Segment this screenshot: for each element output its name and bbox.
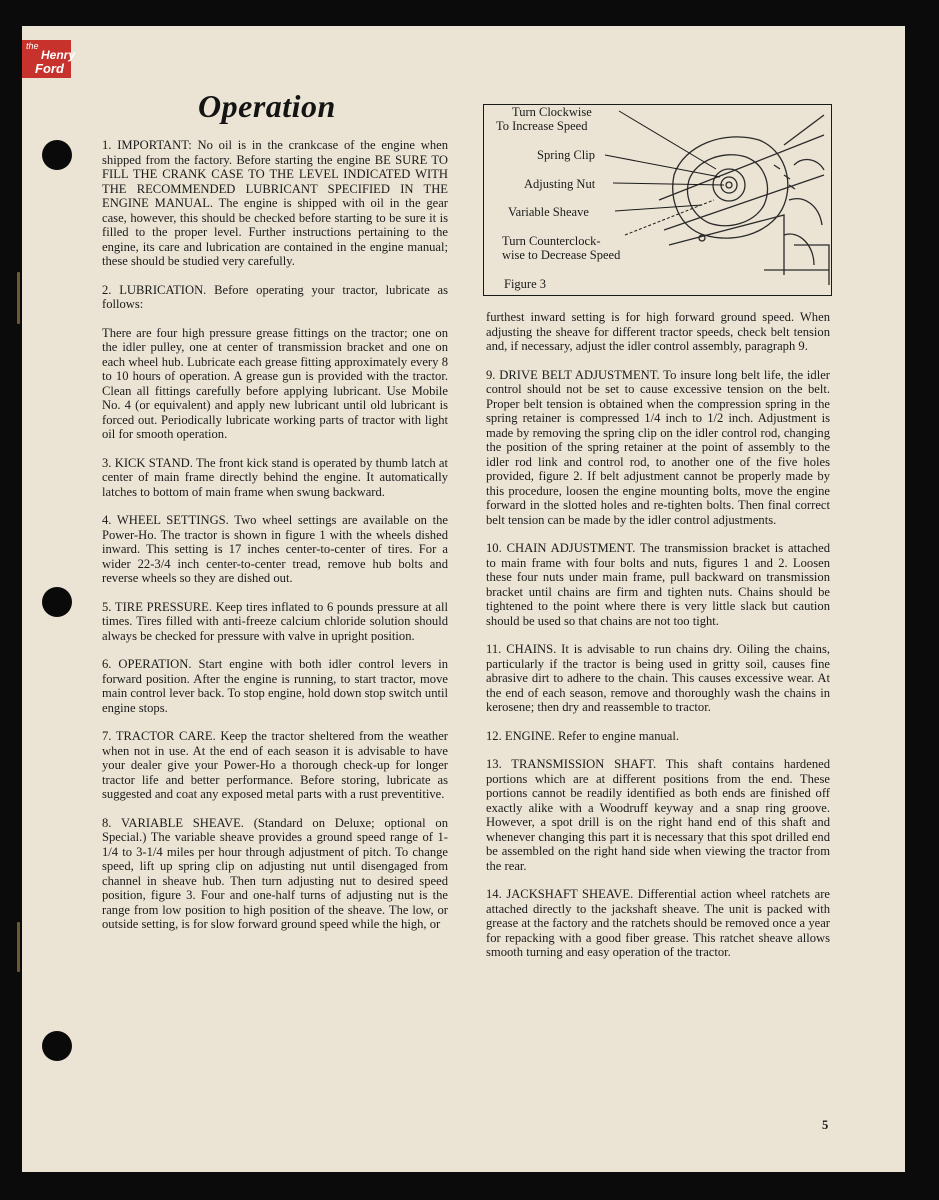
staple-mark-lower	[17, 922, 20, 972]
sheave-illustration	[484, 105, 831, 295]
label-decrease-speed: wise to Decrease Speed	[502, 248, 621, 262]
left-column	[102, 138, 448, 946]
binder-hole-bottom	[42, 1031, 72, 1061]
page-title: Operation	[198, 88, 336, 124]
paragraph-variable-sheave: 8. VARIABLE SHEAVE. (Standard on Deluxe; optional on Special.) The variable sheave provides a ground speed range of 1-1/4 to 3-1/4 miles per hour through adjustment of pitch. To change speed, lift up spring clip on adjusting nut until disengaged from channel in sheave hub. Then turn adjusting nut to desired speed position, figure 3. Four and one-half turns of adjusting nut is the range from low position to high position of the sheave. The low, or outside setting, is for slow forward ground speed while the high, or	[102, 815, 448, 931]
paragraph-jackshaft-sheave: 14. JACKSHAFT SHEAVE. Differential action wheel ratchets are attached directly to the jackshaft sheave. The unit is packed with grease at the factory and the ratchets should be removed once a year for repacking with a good fiber grease. This ratchet sheave allows smooth turning and easy operation of the tractor.	[486, 887, 830, 959]
page-number: 5	[822, 1118, 829, 1132]
paragraph-kick-stand: 3. KICK STAND. The front kick stand is operated by thumb latch at center of main frame directly behind the engine. It automatically latches to bottom of main frame when swung backward.	[102, 455, 448, 499]
paragraph-important: 1. IMPORTANT: No oil is in the crankcase of the engine when shipped from the factory. Before starting the engine BE SURE TO FILL THE CRANK CASE TO THE LEVEL INDICATED WITH THE RECOMMENDED LUBRICANT SPECIFIED IN THE ENGINE MANUAL. The engine is shipped with oil in the gear case, however, this should be checked before starting to be sure it is filled to the proper level. Further instructions pertaining to the engine, its care and lubrication are contained in the engine manual; these should be studied very carefully.	[102, 138, 448, 268]
paragraph-wheel-settings: 4. WHEEL SETTINGS. Two wheel settings are available on the Power-Ho. The tractor is shown in figure 1 with the wheels dished inward. This setting is 17 inches center-to-center of tires. For a wider 22-3/4 inch center-to-center tread, remove hub bolts and reverse wheels so they are dished out.	[102, 513, 448, 585]
paragraph-sheave-continued: furthest inward setting is for high forward ground speed. When adjusting the sheave for different tractor speeds, check belt tension and, if necessary, adjust the idler control assembly, paragraph 9.	[486, 310, 830, 353]
label-spring-clip: Spring Clip	[537, 148, 595, 162]
paragraph-grease-fittings: There are four high pressure grease fittings on the tractor; one on the idler pulley, one at center of transmission bracket and one on each wheel hub. Lubricate each grease fitting approximately every 8 to 10 hours of operation. A grease gun is provided with the tractor. Clean all fittings carefully before applying lubricant. Use Mobile No. 4 (or equivalent) and apply new lubricant until old lubricant is forced out. Periodically lubricate working parts of tractor with light oil for smooth operation.	[102, 325, 448, 441]
paragraph-transmission-shaft: 13. TRANSMISSION SHAFT. This shaft contains hardened portions which are at different positions from the end. These portions cannot be readily identified as both ends are finished off exactly alike with a Woodruff keyway and a snap ring groove. However, a spot drill is on the right hand end of this shaft and whenever changing this part it is necessary that this spot drilled end be assembled on the right hand side when viewing the tractor from the rear.	[486, 757, 830, 873]
paragraph-tractor-care: 7. TRACTOR CARE. Keep the tractor sheltered from the weather when not in use. At the end of each season it is advisable to have your dealer give your Power-Ho a thorough check-up for longer tractor life and better performance. Before storing, lubricate as suggested and coat any exposed metal parts with a rust preventitive.	[102, 729, 448, 801]
paragraph-engine: 12. ENGINE. Refer to engine manual.	[486, 728, 680, 743]
label-variable-sheave: Variable Sheave	[508, 205, 589, 219]
staple-mark-upper	[17, 272, 20, 324]
henry-ford-logo: the Henry Ford	[22, 40, 71, 78]
figure-3	[483, 104, 832, 296]
right-column	[486, 310, 830, 974]
paragraph-chain-adjustment: 10. CHAIN ADJUSTMENT. The transmission bracket is attached to main frame with four bolts and nuts, figures 1 and 2. Loosen these four nuts under main frame, pull backward on transmission bracket until chains are firm and tighten nuts. Chains should be tightened to the point where there is very little slack but caution should be used so that chains are not too tight.	[486, 541, 830, 628]
paragraph-lubrication: 2. LUBRICATION. Before operating your tractor, lubricate as follows:	[102, 282, 448, 311]
binder-hole-top	[42, 140, 72, 170]
label-turn-counterclockwise: Turn Counterclock-	[502, 234, 601, 248]
figure-caption: Figure 3	[504, 277, 547, 291]
paragraph-drive-belt: 9. DRIVE BELT ADJUSTMENT. To insure long belt life, the idler control should not be set to cause excessive tension on the belt. Proper belt tension is obtained when the compression spring in the spring retainer is compressed 1/4 inch to 1/2 inch. Adjustment is made by removing the spring clip on the idler control rod, changing the position of the spring retainer at the point of assembly to the idler rod link and control rod, to another one of the five holes provided, figure 2. If belt adjustment cannot be properly made by this procedure, loosen the engine mounting bolts, move the engine forward in the slotted holes and re-tighten bolts. Then final correct belt tension can be made by the idler control adjustments.	[486, 367, 830, 527]
label-turn-clockwise: Turn Clockwise	[512, 105, 592, 119]
paragraph-chains: 11. CHAINS. It is advisable to run chains dry. Oiling the chains, particularly if the tractor is being used in gritty soil, causes fine abrasive dirt to adhere to the chain. This causes excessive wear. At the end of each season, remove and thoroughly wash the chains in kerosene; then dry and reassemble to tractor.	[486, 642, 830, 714]
binder-hole-middle	[42, 587, 72, 617]
label-increase-speed: To Increase Speed	[496, 119, 588, 133]
paragraph-operation: 6. OPERATION. Start engine with both idler control levers in forward position. After the engine is running, to start tractor, move main control lever back. To stop engine, hold down stop switch until engine stops.	[102, 657, 448, 715]
paragraph-tire-pressure: 5. TIRE PRESSURE. Keep tires inflated to 6 pounds pressure at all times. Tires filled with anti-freeze calcium chloride solution should always be checked for pressure with valve in upright position.	[102, 599, 448, 643]
label-adjusting-nut: Adjusting Nut	[524, 177, 596, 191]
